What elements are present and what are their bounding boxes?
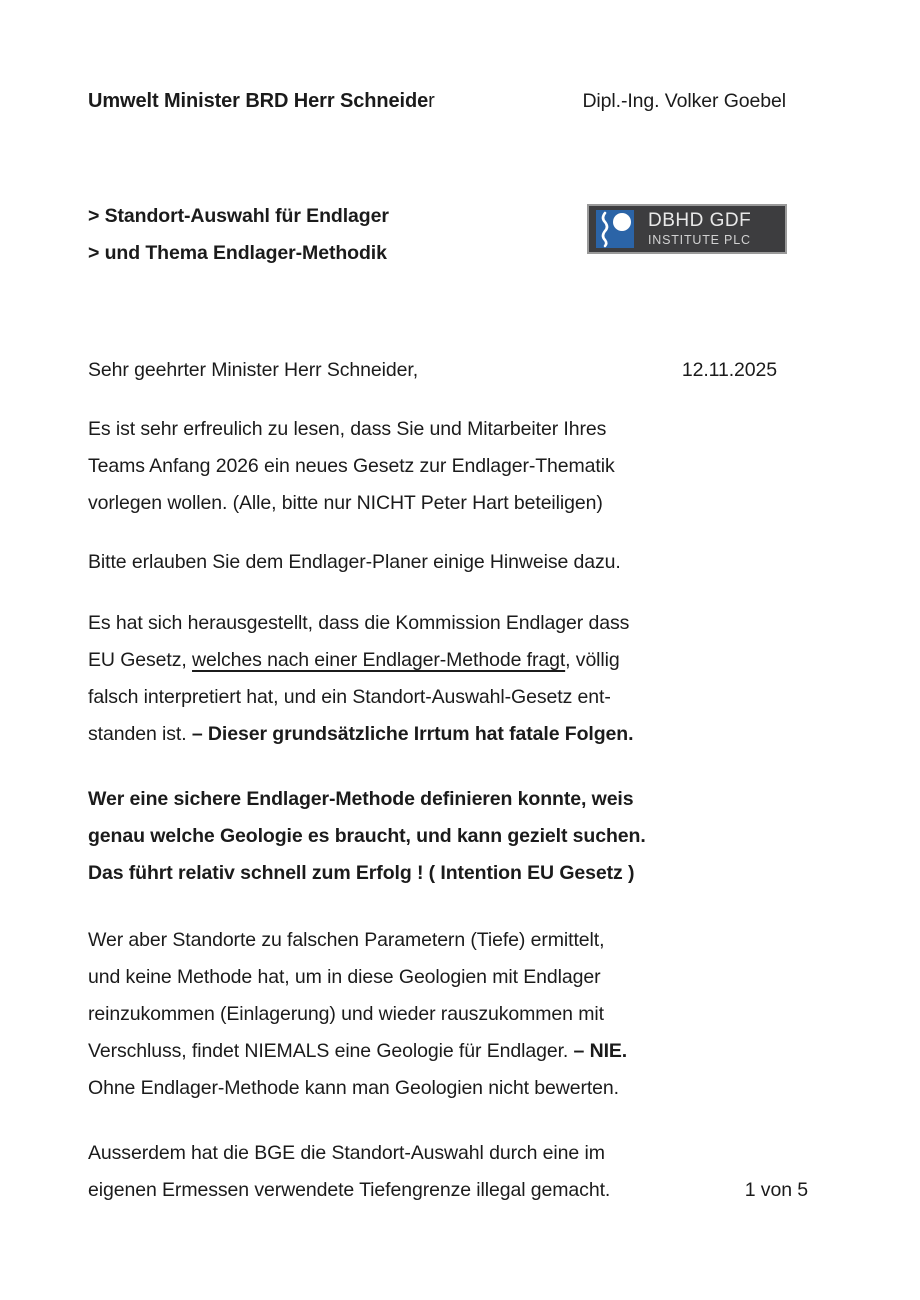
line-text	[88, 825, 646, 847]
text-line	[88, 959, 808, 996]
text-line	[88, 544, 808, 581]
recipient-title-tail: r	[428, 90, 435, 112]
letter-content	[88, 0, 808, 1209]
dbhd-gdf-logo	[587, 204, 787, 254]
line-text	[88, 1040, 627, 1062]
text-line	[88, 605, 808, 642]
greeting-text: Sehr geehrter Minister Herr Schneider,	[88, 359, 419, 381]
subject-lines	[88, 198, 389, 272]
paragraph	[88, 1135, 808, 1209]
text-segment: reinzukommen (Einlagerung) und wieder rauszukommen mit	[88, 1003, 604, 1025]
line-text	[88, 1003, 604, 1025]
text-segment: standen ist.	[88, 723, 192, 745]
dbhd-wave-circle-icon	[596, 210, 634, 248]
logo-subtitle: INSTITUTE PLC	[648, 233, 751, 248]
text-line	[88, 818, 808, 855]
text-segment: Wer aber Standorte zu falschen Parametern (Tiefe) ermittelt,	[88, 929, 605, 951]
text-line	[88, 411, 808, 448]
logo-title: DBHD GDF	[648, 210, 752, 232]
text-segment: vorlegen wollen. (Alle, bitte nur NICHT Peter Hart beteiligen)	[88, 492, 603, 514]
paragraph	[88, 605, 808, 753]
line-text	[88, 1142, 605, 1164]
text-line	[88, 716, 808, 753]
line-text	[88, 418, 606, 440]
line-text	[88, 686, 611, 708]
subject-section	[88, 198, 808, 272]
text-line	[88, 679, 808, 716]
line-text	[88, 966, 600, 988]
text-segment: Ausserdem hat die BGE die Standort-Auswahl durch eine im	[88, 1142, 605, 1164]
text-segment: – NIE.	[573, 1040, 628, 1062]
text-line	[88, 781, 808, 818]
line-text	[88, 723, 633, 745]
paragraph	[88, 411, 808, 522]
text-line	[88, 485, 808, 522]
text-segment: Teams Anfang 2026 ein neues Gesetz zur Endlager-Thematik	[88, 455, 615, 477]
logo-text	[648, 211, 751, 247]
text-segment: und keine Methode hat, um in diese Geologien mit Endlager	[88, 966, 601, 988]
line-text	[88, 612, 629, 634]
paragraph	[88, 922, 808, 1107]
text-line	[88, 922, 808, 959]
text-segment: Es ist sehr erfreulich zu lesen, dass Sie und Mitarbeiter Ihres	[88, 418, 607, 440]
line-text	[88, 929, 604, 951]
text-line	[88, 1172, 808, 1209]
recipient-title	[88, 88, 435, 114]
author-name: Dipl.-Ing. Volker Goebel	[582, 90, 786, 112]
text-line	[88, 1135, 808, 1172]
text-segment: eigenen Ermessen verwendete Tiefengrenze illegal gemacht.	[88, 1179, 611, 1201]
letter-header	[88, 0, 808, 114]
line-text	[88, 649, 620, 671]
text-segment: , völlig	[565, 649, 620, 671]
page-number: 1 von 5	[744, 1179, 808, 1201]
text-segment: Wer eine sichere Endlager-Methode definieren konnte, weis	[88, 788, 634, 810]
text-segment: – Dieser grundsätzliche Irrtum hat fatale Folgen.	[191, 723, 634, 745]
line-text	[88, 492, 603, 514]
subject-line-1: > Standort-Auswahl für Endlager	[88, 205, 389, 227]
text-line	[88, 448, 808, 485]
text-segment: Verschluss, findet NIEMALS eine Geologie für Endlager.	[88, 1040, 574, 1062]
text-segment: Das führt relativ schnell zum Erfolg ! ( Intention EU Gesetz )	[88, 862, 635, 884]
line-text	[88, 862, 634, 884]
text-segment: Ohne Endlager-Methode kann man Geologien nicht bewerten.	[88, 1077, 619, 1099]
text-line	[88, 996, 808, 1033]
greeting-row	[88, 352, 808, 389]
line-text	[88, 1077, 619, 1099]
line-text	[88, 788, 634, 810]
text-line	[88, 855, 808, 892]
text-segment: Es hat sich herausgestellt, dass die Kommission Endlager dass	[88, 612, 630, 634]
line-text	[88, 455, 615, 477]
line-text	[88, 551, 621, 573]
text-segment: Bitte erlauben Sie dem Endlager-Planer einige Hinweise dazu.	[88, 551, 621, 573]
line-text	[88, 1172, 610, 1209]
text-line	[88, 1033, 808, 1070]
text-segment: EU Gesetz,	[88, 649, 193, 671]
subject-line-2: > und Thema Endlager-Methodik	[88, 242, 387, 264]
text-segment: welches nach einer Endlager-Methode fragt	[192, 649, 566, 671]
text-line	[88, 1070, 808, 1107]
recipient-title-bold: Umwelt Minister BRD Herr Schneide	[88, 90, 429, 112]
text-segment: falsch interpretiert hat, und ein Standort-Auswahl-Gesetz ent-	[88, 686, 611, 708]
letter-date: 12.11.2025	[681, 359, 777, 381]
paragraph	[88, 544, 808, 581]
text-line	[88, 642, 808, 679]
paragraph	[88, 781, 808, 892]
text-segment: genau welche Geologie es braucht, und kann gezielt suchen.	[88, 825, 646, 847]
body-paragraphs	[88, 411, 808, 1209]
